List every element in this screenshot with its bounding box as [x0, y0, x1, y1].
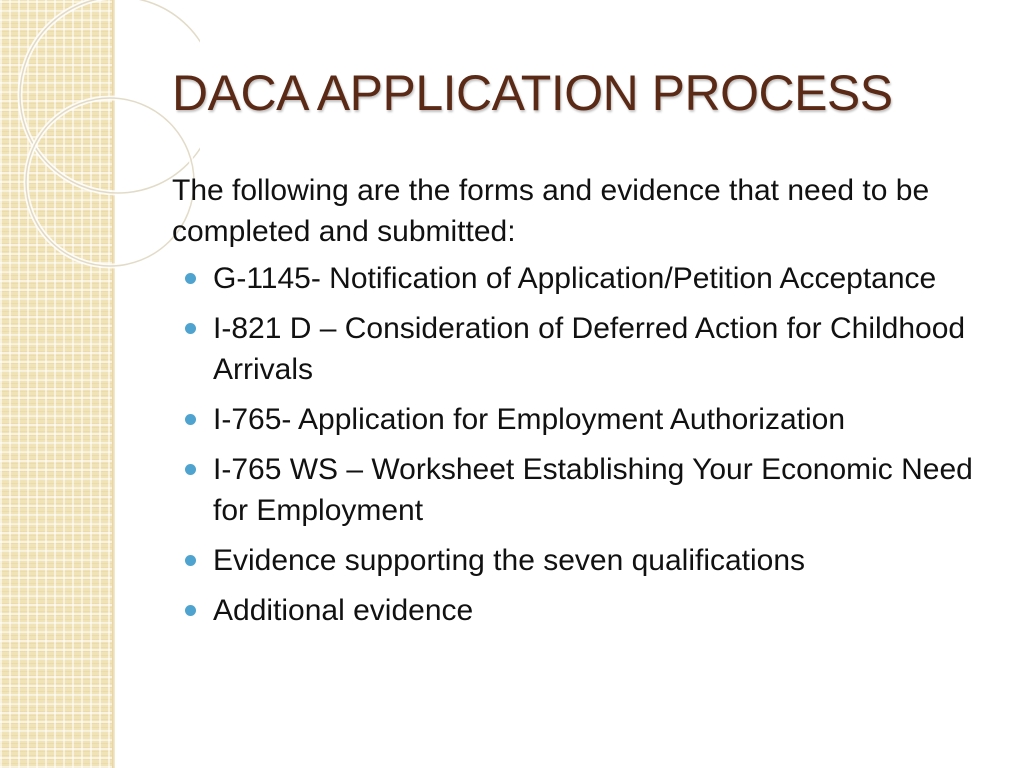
- bullet-list: [172, 258, 982, 631]
- slide-title: DACA APPLICATION PROCESS: [172, 65, 893, 121]
- ring-decoration-icon: [26, 98, 194, 266]
- bullet-item: [172, 258, 982, 299]
- bullet-item: [172, 540, 982, 581]
- ring-decoration-icon: [0, 0, 200, 300]
- bullet-text: I-821 D – Consideration of Deferred Action for Childhood Arrivals: [213, 312, 966, 386]
- slide-body: [172, 170, 982, 640]
- bullet-text: I-765 WS – Worksheet Establishing Your Economic Need for Employment: [213, 453, 973, 527]
- bullet-item: [172, 449, 982, 531]
- bullet-item: [172, 308, 982, 390]
- circle-bullet-icon: [185, 414, 196, 425]
- circle-bullet-icon: [185, 323, 196, 334]
- intro-text: The following are the forms and evidence that need to be completed and submitted:: [172, 174, 930, 248]
- circle-bullet-icon: [185, 605, 196, 616]
- circle-bullet-icon: [185, 464, 196, 475]
- bullet-text: Evidence supporting the seven qualifications: [213, 544, 806, 577]
- bullet-item: [172, 399, 982, 440]
- bullet-item: [172, 590, 982, 631]
- bullet-text: G-1145- Notification of Application/Petition Acceptance: [213, 262, 937, 295]
- circle-bullet-icon: [185, 555, 196, 566]
- circle-bullet-icon: [185, 273, 196, 284]
- bullet-text: Additional evidence: [213, 594, 474, 627]
- bullet-text: I-765- Application for Employment Authorization: [213, 403, 846, 436]
